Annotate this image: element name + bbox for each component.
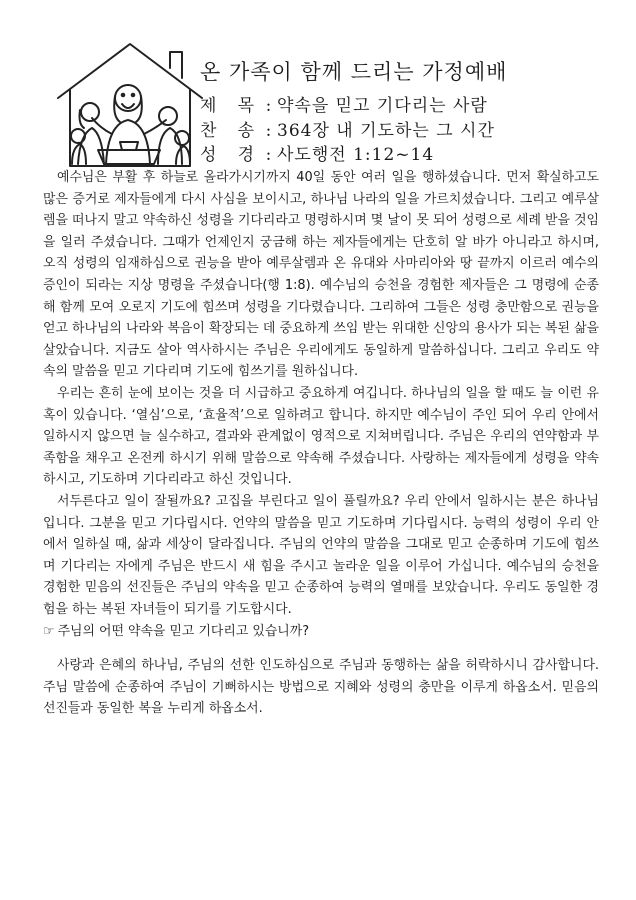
scripture-label: 성 경 (200, 145, 255, 165)
service-info (200, 94, 600, 168)
sermon-title-row (200, 94, 600, 119)
sermon-title-label: 제 목 (200, 96, 255, 116)
hymn-label: 찬 송 (200, 120, 255, 141)
separator: : (265, 120, 273, 141)
hymn-value: 364장 내 기도하는 그 시간 (277, 120, 495, 141)
family-worship-illustration (50, 38, 210, 173)
sermon-body (43, 167, 599, 720)
paragraph-2: 우리는 흔히 눈에 보이는 것을 더 시급하고 중요하게 여깁니다. 하나님의 일을 할 때도 늘 이런 유혹이 있습니다. ‘열심’으로, ‘효율적’으로 일하려고 합니다. 하지만 예수님이 주인 되어 우리 안에서 일하시지 않으면 늘 실수하고, 결과와 관계없이 영적으로 지쳐버립니다. 주님은 우리의 연약함과 부족함을 채우고 온전케 하시기 위해 말씀으로 약속해 주셨습니다. 사랑하는 제자들에게 성령을 약속하시고, 기도하며 기다리라고 하신 것입니다. (43, 385, 599, 488)
hymn-row (200, 119, 600, 144)
separator: : (265, 96, 273, 116)
scripture-value: 사도행전 1:12~14 (277, 145, 435, 165)
pointing-hand-icon: ☞ (43, 624, 55, 640)
prayer-paragraph: 사랑과 은혜의 하나님, 주님의 선한 인도하심으로 주님과 동행하는 삶을 허락하시니 감사합니다. 주님 말씀에 순종하여 주님이 기뻐하시는 방법으로 지혜와 성령의 충만을 이루게 하옵소서. 믿음의 선진들과 동일한 복을 누리게 하옵소서. (43, 658, 599, 717)
sermon-title-value: 약속을 믿고 기다리는 사람 (277, 96, 488, 116)
scripture-row (200, 143, 600, 168)
paragraph-3: 서두른다고 일이 잘될까요? 고집을 부린다고 일이 풀릴까요? 우리 안에서 일하시는 분은 하나님입니다. 그분을 믿고 기다립시다. 언약의 말씀을 믿고 기도하며 기다립시다. 능력의 성령이 우리 안에서 일하실 때, 삶과 세상이 달라집니다. 주님의 언약의 말씀을 그대로 믿고 순종하며 기도에 힘쓰며 기다리는 자에게 주님은 반드시 새 힘을 주시고 놀라운 일을 이루어 가십니다. 예수님의 승천을 경험한 믿음의 선진들은 주님의 약속을 믿고 순종하여 능력의 열매를 보았습니다. 우리도 동일한 경험을 하는 복된 자녀들이 되기를 기도합시다. (43, 493, 599, 617)
paragraph-1: 예수님은 부활 후 하늘로 올라가시기까지 40일 동안 여러 일을 행하셨습니다. 먼저 확실하고도 많은 증거로 제자들에게 다시 사심을 보이시고, 하나님 나라의 일을 가르치셨습니다. 그리고 예루살렘을 떠나지 말고 약속하신 성령을 기다리라고 명령하시며 몇 날이 못 되어 성령으로 세례 받을 것임을 일러 주셨습니다. 그때가 언제인지 궁금해 하는 제자들에게는 단호히 알 바가 아니라고 하시며, 오직 성령의 임재하심으로 권능을 받아 예루살렘과 온 유대와 사마리아와 땅 끝까지 이르러 예수의 증인이 되라는 지상 명령을 주셨습니다(행 1:8). 예수님의 승천을 경험한 제자들은 그 명령에 순종해 함께 모여 오로지 기도에 힘쓰며 성령을 기다렸습니다. 그리하여 그들은 성령 충만함으로 권능을 얻고 하나님의 나라와 복음이 확장되는 데 중요하게 쓰임 받는 위대한 신앙의 용사가 되는 복된 삶을 살았습니다. 지금도 살아 역사하시는 주님은 우리에게도 동일하게 말씀하십니다. 그리고 우리도 약속의 말씀을 믿고 기다리며 기도에 힘쓰기를 원하십니다. (43, 170, 599, 380)
page-title: 온 가족이 함께 드리는 가정예배 (200, 60, 508, 84)
separator: : (265, 145, 273, 165)
reflection-question (43, 621, 599, 643)
question-text: 주님의 어떤 약속을 믿고 기다리고 있습니까? (57, 624, 310, 640)
